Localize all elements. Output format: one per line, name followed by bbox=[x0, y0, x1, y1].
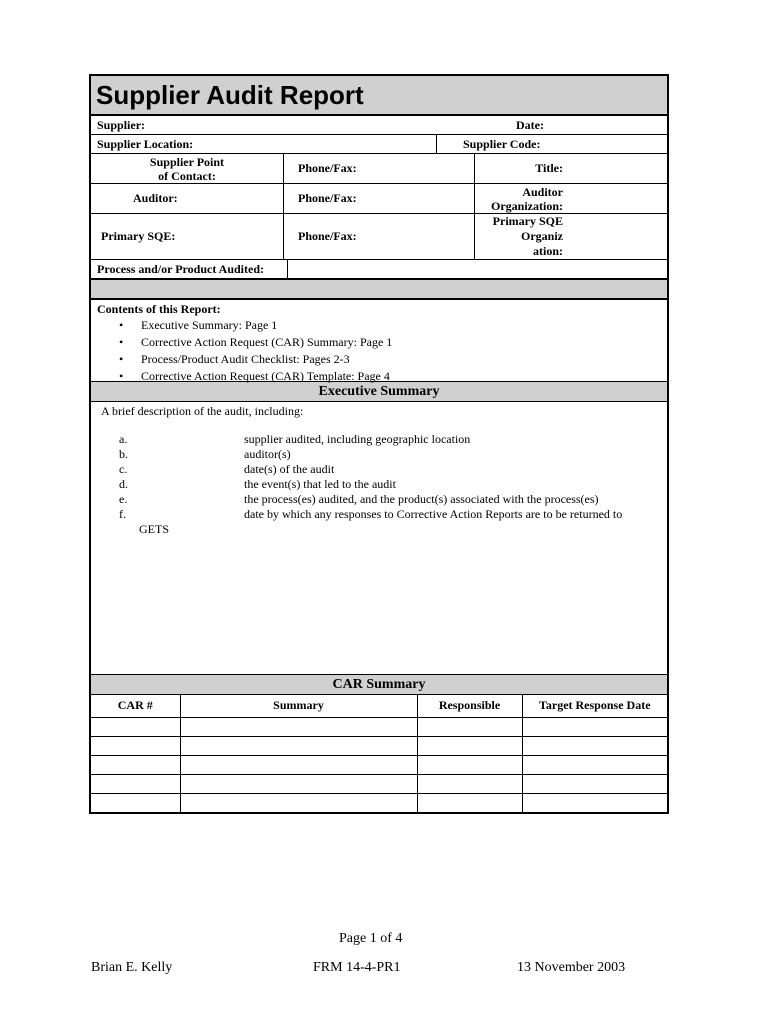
sqe-org-label-line3: ation: bbox=[533, 244, 563, 258]
car-table-header-row bbox=[91, 695, 667, 717]
auditor-organization-label bbox=[474, 184, 667, 213]
supplier-poc-label-line1: Supplier Point bbox=[149, 155, 225, 169]
exec-item-continuation: GETS bbox=[139, 522, 169, 536]
exec-item-letter: c. bbox=[119, 462, 128, 476]
table-row bbox=[91, 736, 667, 755]
contents-section bbox=[91, 300, 667, 382]
responsible-cell[interactable] bbox=[417, 717, 522, 736]
target-response-date-column-header: Target Response Date bbox=[522, 695, 667, 717]
supplier-label: Supplier: bbox=[97, 118, 146, 132]
exec-item-text: date by which any responses to Corrective Action Reports are to be returned to bbox=[244, 507, 623, 521]
exec-item-letter: d. bbox=[119, 477, 128, 491]
table-row bbox=[91, 755, 667, 774]
target-date-cell[interactable] bbox=[522, 793, 667, 812]
exec-item-text: the process(es) audited, and the product(s) associated with the process(es) bbox=[244, 492, 599, 506]
table-row bbox=[91, 774, 667, 793]
responsible-cell[interactable] bbox=[417, 774, 522, 793]
process-audited-label: Process and/or Product Audited: bbox=[97, 262, 265, 276]
auditor-phone-fax-label: Phone/Fax: bbox=[283, 184, 474, 213]
primary-sqe-label: Primary SQE: bbox=[101, 229, 176, 243]
grey-divider-bar bbox=[91, 280, 667, 300]
auditor-row bbox=[91, 184, 667, 214]
target-date-cell[interactable] bbox=[522, 736, 667, 755]
auditor-label: Auditor: bbox=[133, 191, 178, 205]
executive-summary-intro: A brief description of the audit, including: bbox=[101, 404, 304, 418]
contents-list bbox=[91, 317, 667, 385]
supplier-poc-label bbox=[91, 154, 283, 183]
car-number-column-header: CAR # bbox=[91, 695, 180, 717]
executive-summary-body bbox=[91, 402, 667, 675]
target-date-cell[interactable] bbox=[522, 774, 667, 793]
exec-item-text: supplier audited, including geographic location bbox=[244, 432, 471, 446]
table-row bbox=[91, 717, 667, 736]
car-summary-heading: CAR Summary bbox=[91, 675, 667, 695]
footer-date: 13 November 2003 bbox=[517, 960, 626, 975]
contents-item: • Corrective Action Request (CAR) Summary: Page 1 bbox=[119, 334, 667, 351]
exec-item-text: the event(s) that led to the audit bbox=[244, 477, 396, 491]
supplier-poc-row bbox=[91, 154, 667, 184]
car-cell[interactable] bbox=[91, 793, 180, 812]
contents-item: • Corrective Action Request (CAR) Template: Page 4 bbox=[119, 368, 667, 385]
summary-cell[interactable] bbox=[180, 755, 417, 774]
supplier-poc-label-line2: of Contact: bbox=[158, 169, 216, 183]
poc-phone-fax-label: Phone/Fax: bbox=[283, 154, 474, 183]
exec-item-letter: b. bbox=[119, 447, 128, 461]
executive-summary-heading: Executive Summary bbox=[91, 382, 667, 402]
summary-cell[interactable] bbox=[180, 717, 417, 736]
sqe-phone-fax-label: Phone/Fax: bbox=[283, 214, 474, 259]
supplier-row bbox=[91, 116, 667, 135]
audit-report-form bbox=[89, 74, 669, 814]
contents-item: • Process/Product Audit Checklist: Pages 2-3 bbox=[119, 351, 667, 368]
supplier-code-label: Supplier Code: bbox=[436, 135, 667, 153]
table-row bbox=[91, 793, 667, 812]
target-date-cell[interactable] bbox=[522, 755, 667, 774]
process-audited-value bbox=[287, 260, 667, 278]
process-audited-row bbox=[91, 260, 667, 280]
footer-author: Brian E. Kelly bbox=[91, 960, 173, 975]
car-cell[interactable] bbox=[91, 717, 180, 736]
responsible-cell[interactable] bbox=[417, 736, 522, 755]
exec-item-letter: a. bbox=[119, 432, 128, 446]
car-cell[interactable] bbox=[91, 774, 180, 793]
supplier-location-label: Supplier Location: bbox=[97, 137, 194, 151]
report-title: Supplier Audit Report bbox=[91, 76, 667, 116]
summary-cell[interactable] bbox=[180, 793, 417, 812]
summary-cell[interactable] bbox=[180, 736, 417, 755]
auditor-org-label-line2: Organization: bbox=[491, 199, 563, 213]
exec-item-text: date(s) of the audit bbox=[244, 462, 335, 476]
exec-item-text: auditor(s) bbox=[244, 447, 291, 461]
car-summary-table bbox=[91, 695, 667, 812]
page-number: Page 1 of 4 bbox=[339, 931, 403, 946]
primary-sqe-organization-label bbox=[474, 214, 667, 259]
contents-item: • Executive Summary: Page 1 bbox=[119, 317, 667, 334]
contents-heading: Contents of this Report: bbox=[97, 302, 221, 316]
exec-item-letter: f. bbox=[119, 507, 126, 521]
responsible-cell[interactable] bbox=[417, 793, 522, 812]
footer-form-id: FRM 14-4-PR1 bbox=[313, 960, 401, 975]
poc-title-label: Title: bbox=[474, 154, 667, 183]
exec-item-letter: e. bbox=[119, 492, 128, 506]
primary-sqe-row bbox=[91, 214, 667, 260]
supplier-location-row bbox=[91, 135, 667, 154]
summary-column-header: Summary bbox=[180, 695, 417, 717]
date-label: Date: bbox=[516, 118, 544, 132]
responsible-cell[interactable] bbox=[417, 755, 522, 774]
auditor-org-label-line1: Auditor bbox=[522, 185, 563, 199]
summary-cell[interactable] bbox=[180, 774, 417, 793]
car-cell[interactable] bbox=[91, 755, 180, 774]
target-date-cell[interactable] bbox=[522, 717, 667, 736]
responsible-column-header: Responsible bbox=[417, 695, 522, 717]
sqe-org-label-line2: Organiz bbox=[521, 229, 563, 243]
sqe-org-label-line1: Primary SQE bbox=[492, 214, 563, 228]
car-cell[interactable] bbox=[91, 736, 180, 755]
